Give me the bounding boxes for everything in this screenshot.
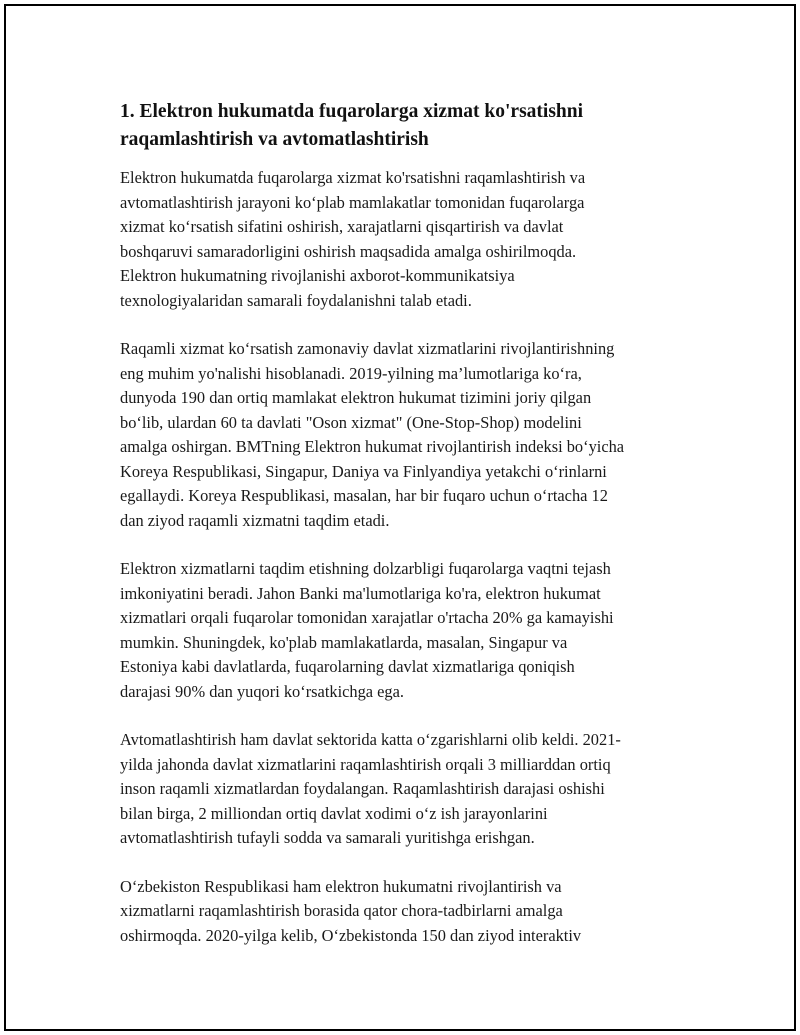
document-body: [120, 98, 700, 972]
paragraph-5: O‘zbekiston Respublikasi ham elektron hukumatni rivojlantirish va xizmatlarni raqamlashtirish borasida qator chora-tadbirlarni amalga oshirmoqda. 2020-yilga kelib, O‘zbekistonda 150 dan ziyod interaktiv: [120, 876, 582, 945]
page-frame: [4, 4, 796, 1031]
paragraph-2: Raqamli xizmat ko‘rsatish zamonaviy davlat xizmatlarini rivojlantirishning eng muhim yo'nalishi hisoblanadi. 2019-yilning ma’lumotlariga ko‘ra, dunyoda 190 dan ortiq mamlakat elektron hukumat tizimini joriy qilgan bo‘lib, ulardan 60 ta davlati "Oson xizmat" (One-Stop-Shop) modelini amalga oshirgan. BMTning Elektron hukumat rivojlantirish indeksi bo‘yicha Koreya Respublikasi, Singapur, Daniya va Finlyandiya yetakchi o‘rinlarni egallaydi. Koreya Respublikasi, masalan, har bir fuqaro uchun o‘rtacha 12 dan ziyod raqamli xizmatni taqdim etadi.: [120, 339, 625, 530]
paragraph-4: Avtomatlashtirish ham davlat sektorida katta o‘zgarishlarni olib keldi. 2021- yilda jahonda davlat xizmatlarini raqamlashtirish orqali 3 milliarddan ortiq inson raqamli xizmatlardan foydalangan. Raqamlashtirish darajasi oshishi bilan birga, 2 milliondan ortiq davlat xodimi o‘z ish jarayonlarini avtomatlashtirish tufayli sodda va samarali yuritishga erishgan.: [120, 730, 621, 847]
paragraph-1: Elektron hukumatda fuqarolarga xizmat ko'rsatishni raqamlashtirish va avtomatlashtirish jarayoni ko‘plab mamlakatlar tomonidan fuqarolarga xizmat ko‘rsatish sifatini oshirish, xarajatlarni qisqartirish va davlat boshqaruvi samaradorligini oshirish maqsadida amalga oshirilmoqda. Elektron hukumatning rivojlanishi axborot-kommunikatsiya texnologiyalaridan samarali foydalanishni talab etadi.: [120, 168, 586, 310]
paragraph-3: Elektron xizmatlarni taqdim etishning dolzarbligi fuqarolarga vaqtni tejash imkoniyatini beradi. Jahon Banki ma'lumotlariga ko'ra, elektron hukumat xizmatlari orqali fuqarolar tomonidan xarajatlar o'rtacha 20% ga kamayishi mumkin. Shuningdek, ko'plab mamlakatlarda, masalan, Singapur va Estoniya kabi davlatlarda, fuqarolarning davlat xizmatlariga qoniqish darajasi 90% dan yuqori ko‘rsatkichga ega.: [120, 559, 614, 701]
section-heading: 1. Elektron hukumatda fuqarolarga xizmat ko'rsatishni raqamlashtirish va avtomatlashtirish: [120, 101, 584, 150]
